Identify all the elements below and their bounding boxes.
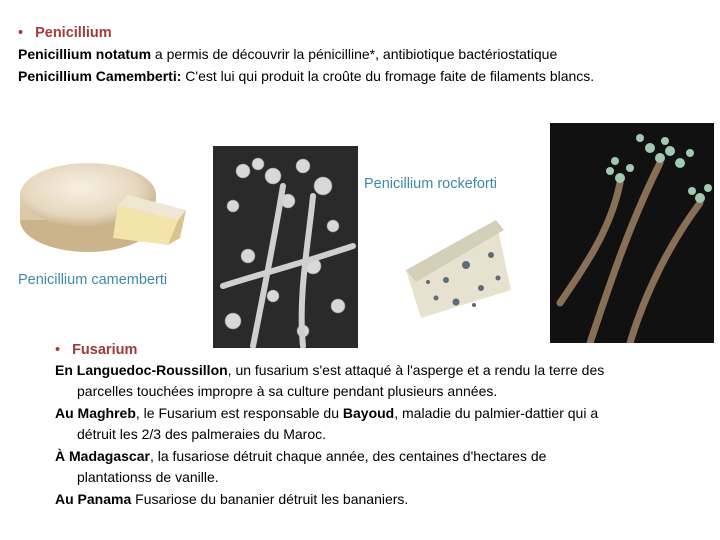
camembert-cheese-image — [18, 150, 188, 260]
penicillium-heading: • Penicillium — [18, 25, 112, 41]
blue-cheese-image — [386, 210, 518, 325]
fusarium-heading: • Fusarium — [55, 342, 138, 358]
penicillium-microscope-image — [213, 146, 358, 348]
fusarium-item-panama: Au Panama Fusariose du bananier détruit les bananiers. — [55, 491, 409, 507]
fusarium-item-madagascar: À Madagascar, la fusariose détruit chaque année, des centaines d'hectares de plantationss de vanille. — [55, 448, 547, 485]
fusarium-item-maghreb: Au Maghreb, le Fusarium est responsable du Bayoud, maladie du palmier-dattier qui a détruit les 2/3 des palmeraies du Maroc. — [55, 405, 599, 442]
penicillium-notatum-line: Penicillium notatum a permis de découvrir la pénicilline*, antibiotique bactériostatique — [18, 46, 558, 62]
caption-camemberti: Penicillium camemberti — [18, 272, 168, 288]
penicillium-camemberti-line: Penicillium Camemberti: C'est lui qui produit la croûte du fromage faite de filaments blancs. — [18, 68, 595, 84]
penicillium-colored-microscope-image — [550, 123, 714, 343]
fusarium-item-languedoc: En Languedoc-Roussillon, un fusarium s'est attaqué à l'asperge et a rendu la terre des parcelles touchées impropre à sa culture pendant plusieurs années. — [55, 362, 605, 399]
caption-rockeforti: Penicillium rockeforti — [364, 176, 497, 192]
